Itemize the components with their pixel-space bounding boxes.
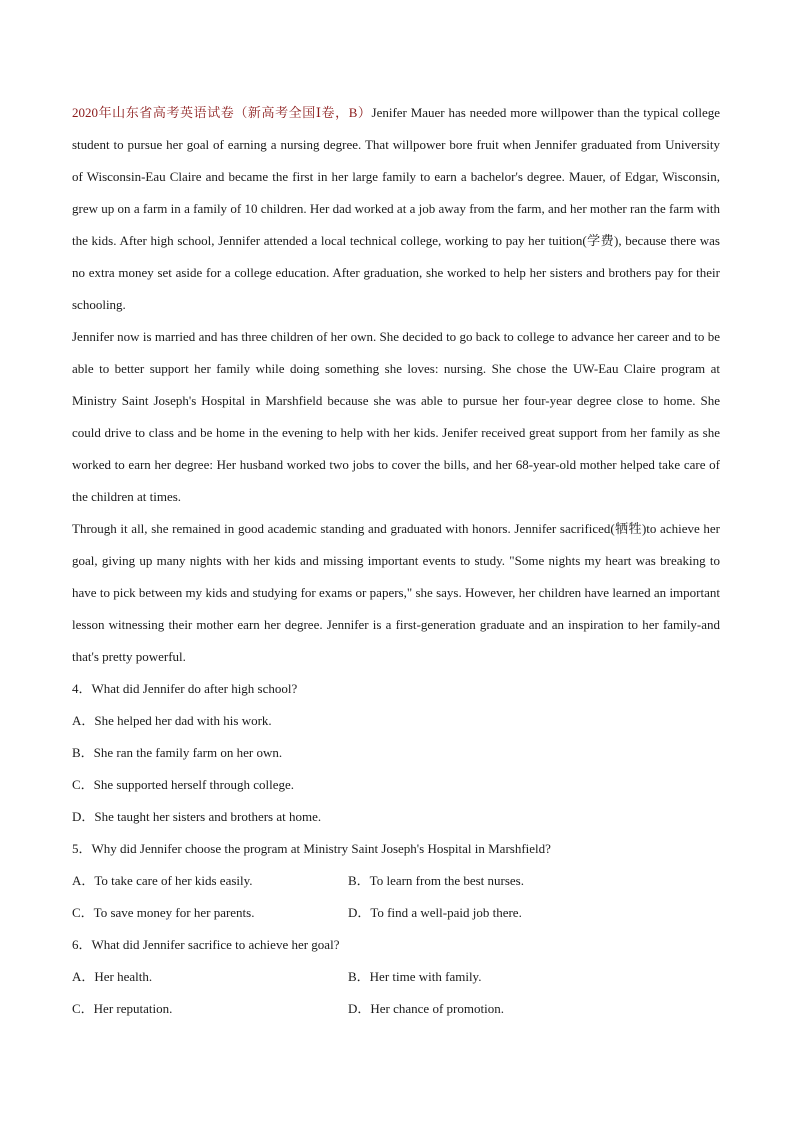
- answer-option: A．Her health.: [72, 969, 153, 984]
- question-stem: 5．Why did Jennifer choose the program at Ministry Saint Joseph's Hospital in Marshfield?: [72, 841, 551, 856]
- paragraph-text: Jenifer Mauer has needed more willpower than the typical college student to pursue her goal of earning a nursing degree. That willpower bore fruit when Jennifer graduated from University of Wisconsin-Eau Claire and became the first in her large family to earn a bachelor's degree. Mauer, of Edgar, Wisconsin, grew up on a farm in a family of 10 children. Her dad worked at a job away from the farm, and her mother ran the farm with the kids. After high school, Jennifer attended a local technical college, working to pay her tuition(学费), because there was no extra money set aside for a college education. After graduation, she worked to help her sisters and brothers pay for their schooling.: [72, 105, 720, 312]
- option-row: [72, 993, 720, 1025]
- source-label: 2020年山东省高考英语试卷（新高考全国Ⅰ卷，B）: [72, 105, 372, 120]
- answer-option: B．She ran the family farm on her own.: [72, 745, 283, 760]
- answer-option: C．To save money for her parents.: [72, 905, 255, 920]
- answer-option: D．She taught her sisters and brothers at home.: [72, 809, 322, 824]
- question-stem: 4．What did Jennifer do after high school?: [72, 681, 298, 696]
- answer-option: D．Her chance of promotion.: [348, 1001, 504, 1016]
- answer-option: B．To learn from the best nurses.: [348, 873, 524, 888]
- answer-option: C．She supported herself through college.: [72, 777, 295, 792]
- answer-option: D．To find a well-paid job there.: [348, 905, 522, 920]
- option-row: [72, 865, 720, 897]
- answer-option: A．She helped her dad with his work.: [72, 713, 272, 728]
- passage-paragraph: Jennifer now is married and has three children of her own. She decided to go back to college to advance her career and to be able to better support her family while doing something she loves: nursing. She chose the UW-Eau Claire program at Ministry Saint Joseph's Hospital in Marshfield because she was able to pursue her four-year degree close to home. She could drive to class and be home in the evening to help with her kids. Jenifer received great support from her family as she worked to earn her degree: Her husband worked two jobs to cover the bills, and her 68-year-old mother helped take care of the children at times.: [72, 329, 720, 504]
- answer-option: C．Her reputation.: [72, 1001, 173, 1016]
- answer-option: B．Her time with family.: [348, 969, 482, 984]
- passage-paragraph: Through it all, she remained in good academic standing and graduated with honors. Jennifer sacrificed(牺牲)to achieve her goal, giving up many nights with her kids and missing important events to study. "Some nights my heart was breaking to have to pick between my kids and studying for exams or papers," she says. However, her children have learned an important lesson witnessing their mother earn her degree. Jennifer is a first-generation graduate and an inspiration to her family-and that's pretty powerful.: [72, 521, 720, 664]
- question-stem: 6．What did Jennifer sacrifice to achieve her goal?: [72, 937, 340, 952]
- option-row: [72, 961, 720, 993]
- document-content: [72, 97, 720, 1025]
- option-row: [72, 897, 720, 929]
- answer-option: A．To take care of her kids easily.: [72, 873, 253, 888]
- passage-paragraph: [72, 97, 720, 321]
